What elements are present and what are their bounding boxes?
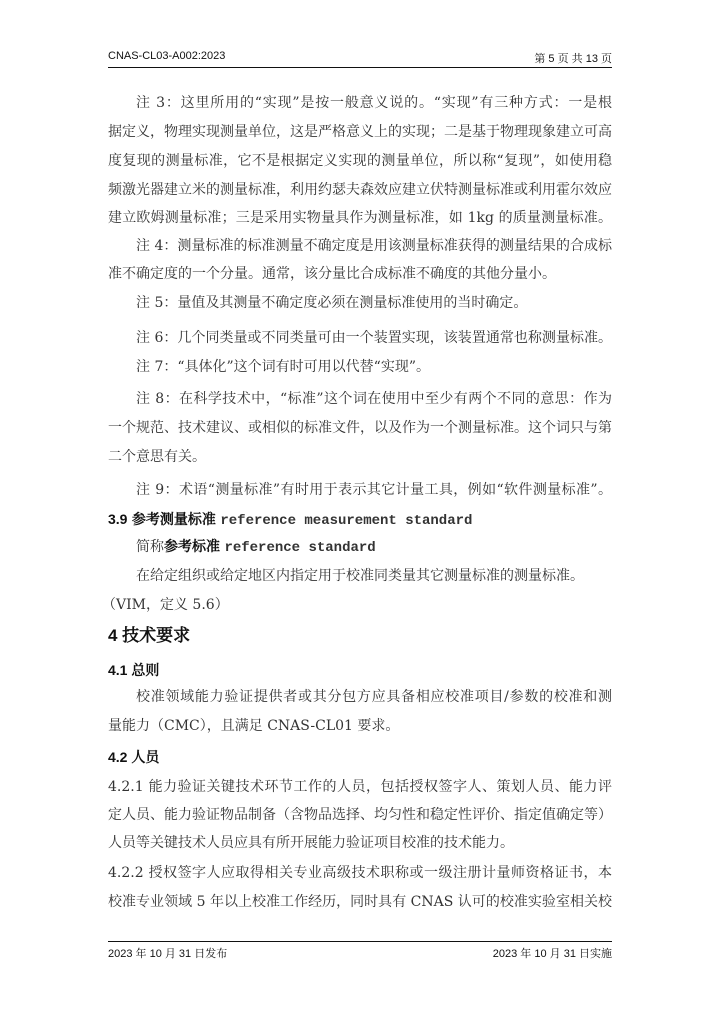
abbreviation-line [136, 537, 612, 558]
note-line: 注 7：“具体化”这个词有时可用以代替“实现”。 [136, 359, 430, 375]
footer-rule [108, 941, 612, 942]
section-4-1-heading: 4.1 总则 [108, 662, 160, 678]
header-doc-id: CNAS-CL03-A002:2023 [108, 50, 226, 62]
footer-issued: 2023 年 10 月 31 日发布 [108, 948, 228, 960]
note-line: 注 9：术语“测量标准”有时用于表示其它计量工具，例如“软件测量标准”。 [136, 482, 612, 498]
section-3-9-heading [108, 509, 612, 531]
note-line: 度复现的测量标准，它不是根据定义实现的测量单位，所以称“复现”，如使用稳 [108, 153, 612, 169]
definition: 在给定组织或给定地区内指定用于校准同类量其它测量标准的测量标准。 [136, 568, 584, 584]
vim-reference: （VIM，定义 5.6） [102, 597, 229, 613]
para-4-2-1-line: 定人员、能力验证物品制备（含物品选择、均匀性和稳定性评价、指定值确定等） [108, 807, 612, 823]
section-number: 3.9 [108, 511, 128, 527]
footer-effective: 2023 年 10 月 31 日实施 [492, 948, 612, 960]
para-4-2-1-line: 4.2.1 能力验证关键技术环节工作的人员，包括授权签字人、策划人员、能力评 [108, 779, 612, 795]
term-cn: 参考测量标准 [131, 512, 216, 528]
note-line: 注 4：测量标准的标准测量不确定度是用该测量标准获得的测量结果的合成标 [136, 238, 612, 254]
para-4-2-2-line: 4.2.2 授权签字人应取得相关专业高级技术职称或一级注册计量师资格证书，本 [108, 865, 612, 881]
para-4-2-1-line: 人员等关键技术人员应具有所开展能力验证项目校准的技术能力。 [108, 835, 514, 851]
abbr-prefix: 简称 [136, 539, 164, 555]
header-rule [108, 67, 612, 68]
para-4-2-2-line: 校准专业领域 5 年以上校准工作经历，同时具有 CNAS 认可的校准实验室相关校 [108, 894, 612, 910]
note-line: 注 5：量值及其测量不确定度必须在测量标准使用的当时确定。 [136, 295, 528, 311]
abbr-en: reference standard [224, 540, 376, 556]
note-line: 准不确定度的一个分量。通常，该分量比合成标准不确度的其他分量小。 [108, 266, 556, 282]
term-en: reference measurement standard [220, 513, 473, 529]
note-line: 据定义，物理实现测量单位，这是严格意义上的实现；二是基于物理现象建立可高 [108, 124, 612, 140]
note-line: 注 3：这里所用的“实现”是按一般意义说的。“实现”有三种方式：一是根 [136, 95, 612, 111]
note-line: 一个规范、技术建议、或相似的标准文件，以及作为一个测量标准。这个词只与第 [108, 420, 612, 436]
header-page-info: 第 5 页 共 13 页 [534, 53, 612, 65]
para-4-1-line: 校准领域能力验证提供者或其分包方应具备相应校准项目/参数的校准和测 [136, 689, 612, 705]
note-line: 注 6：几个同类量或不同类量可由一个装置实现，该装置通常也称测量标准。 [136, 330, 612, 346]
note-line: 频激光器建立米的测量标准，利用约瑟夫森效应建立伏特测量标准或利用霍尔效应 [108, 182, 612, 198]
section-4-2-heading: 4.2 人员 [108, 749, 160, 765]
note-line: 二个意思有关。 [108, 449, 206, 465]
para-4-1-line: 量能力（CMC），且满足 CNAS-CL01 要求。 [108, 718, 400, 734]
section-4-heading: 4 技术要求 [108, 626, 191, 645]
note-line: 建立欧姆测量标准；三是采用实物量具作为测量标准，如 1kg 的质量测量标准。 [108, 210, 612, 226]
note-line: 注 8：在科学技术中，“标准”这个词在使用中至少有两个不同的意思：作为 [136, 391, 612, 407]
abbr-cn: 参考标准 [164, 539, 220, 555]
